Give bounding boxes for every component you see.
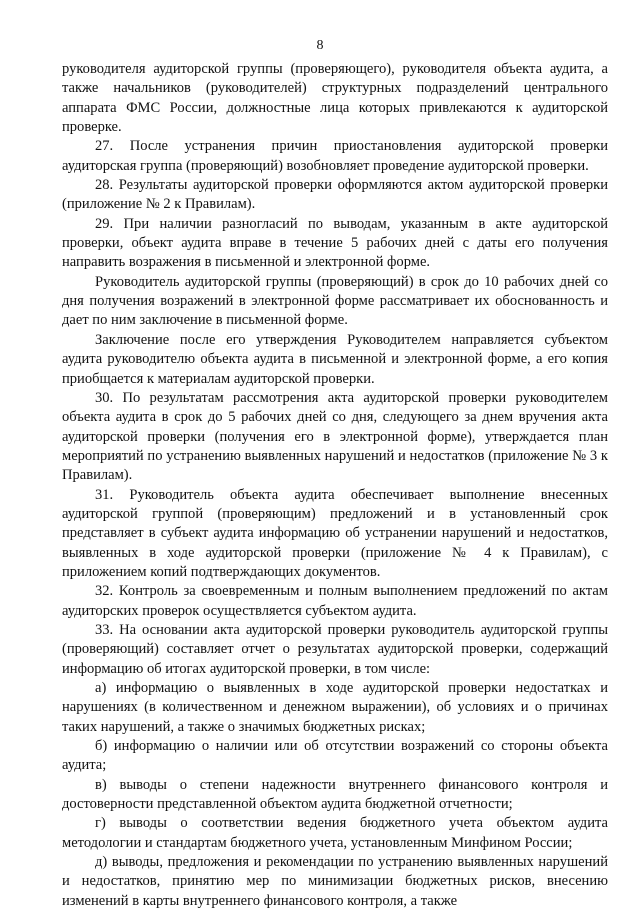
paragraph-subitem-a: а) информацию о выявленных в ходе аудиторской проверки недостатках и нарушениях (в количественном и денежном выражении), об условиях и о причинах таких нарушений, а также о значимых бюджетных рисках;	[62, 680, 608, 735]
paragraph-item-28: 28. Результаты аудиторской проверки оформляются актом аудиторской проверки (приложение № 2 к Правилам).	[62, 177, 608, 213]
paragraph-item-27: 27. После устранения причин приостановления аудиторской проверки аудиторская группа (проверяющий) возобновляет проведение аудиторской проверки.	[62, 138, 608, 174]
document-body	[62, 60, 608, 911]
paragraph-subitem-g: г) выводы о соответствии ведения бюджетного учета объектом аудита методологии и стандартам бюджетного учета, установленным Минфином России;	[62, 815, 608, 851]
paragraph-item-29: 29. При наличии разногласий по выводам, указанным в акте аудиторской проверки, объект аудита вправе в течение 5 рабочих дней с даты его получения направить возражения в письменной и электронной форме.	[62, 215, 608, 271]
paragraph-item-33: 33. На основании акта аудиторской проверки руководитель аудиторской группы (проверяющий) составляет отчет о результатах аудиторской проверки, содержащий информацию об итогах аудиторской проверки, в том числе:	[62, 621, 608, 677]
paragraph-item-31: 31. Руководитель объекта аудита обеспечивает выполнение внесенных аудиторской группой (проверяющим) предложений и в установленный срок представляет в субъект аудита информацию об устранении нарушений и недостатков, выявленных в ходе аудиторской проверки (приложение № 4 к Правилам), с приложением копий подтверждающих документов.	[62, 486, 608, 580]
paragraph-item-32: 32. Контроль за своевременным и полным выполнением предложений по актам аудиторских проверок осуществляется субъектом аудита.	[62, 583, 608, 619]
page-number: 8	[316, 38, 324, 53]
paragraph-item-29-review: Руководитель аудиторской группы (проверяющий) в срок до 10 рабочих дней со дня получения возражений в электронной форме рассматривает их обоснованность и дает по ним заключение в письменной форме.	[62, 273, 608, 329]
paragraph-subitem-v: в) выводы о степени надежности внутреннего финансового контроля и достоверности представленной объектом аудита бюджетной отчетности;	[62, 776, 608, 813]
paragraph-subitem-b: б) информацию о наличии или об отсутствии возражений со стороны объекта аудита;	[62, 738, 608, 774]
paragraph-item-29-conclusion: Заключение после его утверждения Руководителем направляется субъектом аудита руководителю объекта аудита в письменной и электронной форме, а его копия приобщается к материалам аудиторской проверки.	[62, 331, 608, 387]
paragraph-item-30: 30. По результатам рассмотрения акта аудиторской проверки руководителем объекта аудита в срок до 5 рабочих дней со дня, следующего за днем вручения акта аудиторской проверки (получения его в электронной форме), утверждается план мероприятий по устранению выявленных нарушений и недостатков (приложение № 3 к Правилам).	[62, 389, 608, 484]
paragraph-subitem-d: д) выводы, предложения и рекомендации по устранению выявленных нарушений и недостатков, принятию мер по минимизации бюджетных рисков, внесению изменений в карты внутреннего финансового контроля, а также	[62, 854, 608, 909]
paragraph-continuation: руководителя аудиторской группы (проверяющего), руководителя объекта аудита, а также начальников (руководителей) структурных подразделений центрального аппарата ФМС России, должностные лица которых привлекаются к аудиторской проверке.	[62, 61, 608, 136]
